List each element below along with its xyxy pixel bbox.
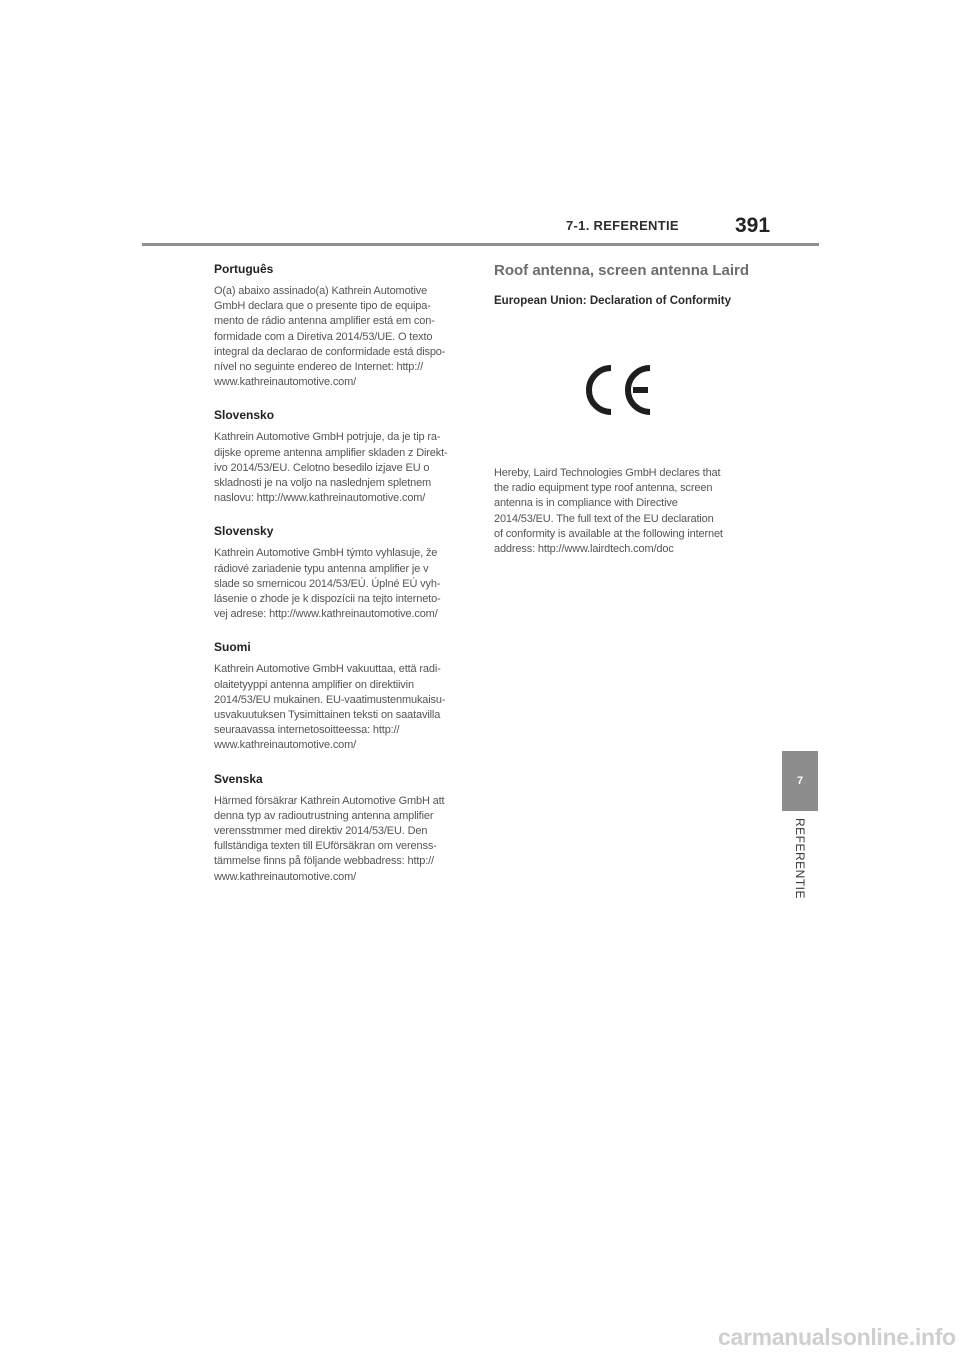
language-text: [214, 662, 468, 753]
text-line: verensstmmer med direktiv 2014/53/EU. Den: [214, 825, 428, 838]
text-line: mento de rádio antenna amplifier está em con-: [214, 315, 435, 328]
text-line: dijske opreme antenna amplifier skladen z Direkt-: [214, 446, 448, 459]
chapter-label: REFERENTIE: [793, 818, 807, 900]
language-block-suomi: [214, 640, 468, 753]
text-line: address: http://www.lairdtech.com/doc: [494, 543, 674, 556]
language-block-slovensko: [214, 408, 468, 506]
text-line: of conformity is available at the following internet: [494, 527, 723, 540]
text-line: tämmelse finns på följande webbadress: http://: [214, 855, 434, 868]
text-line: denna typ av radioutrustning antenna amplifier: [214, 809, 434, 822]
text-line: www.kathreinautomotive.com/: [214, 376, 357, 389]
watermark: carmanualsonline.info: [718, 1324, 956, 1350]
text-line: vej adrese: http://www.kathreinautomotive.com/: [214, 608, 438, 621]
section-header: 7-1. REFERENTIE: [566, 218, 679, 233]
right-column: [494, 262, 754, 557]
language-title: Slovensko: [214, 408, 275, 423]
language-text: [214, 546, 468, 622]
language-title: Português: [214, 262, 274, 276]
text-line: the radio equipment type roof antenna, screen: [494, 482, 713, 495]
text-line: Kathrein Automotive GmbH potrjuje, da je tip ra-: [214, 431, 441, 444]
language-text: [214, 430, 468, 506]
text-line: antenna is in compliance with Directive: [494, 497, 678, 510]
text-line: ivo 2014/53/EU. Celotno besedilo izjave EU o: [214, 461, 430, 474]
page-number: 391: [735, 214, 771, 237]
text-line: rádiové zariadenie typu antenna amplifier je v: [214, 562, 429, 575]
text-line: seuraavassa internetosoitteessa: http://: [214, 724, 400, 737]
conformity-statement: [494, 466, 754, 557]
language-text: [214, 284, 468, 390]
text-line: Kathrein Automotive GmbH vakuuttaa, että radi-: [214, 663, 441, 676]
text-line: skladnosti je na voljo na naslednjem spletnem: [214, 477, 432, 490]
subsection-title: European Union: Declaration of Conformity: [494, 295, 732, 307]
text-line: formidade com a Diretiva 2014/53/UE. O texto: [214, 330, 433, 343]
text-line: Hereby, Laird Technologies GmbH declares that: [494, 467, 721, 479]
text-line: lásenie o zhode je k dispozícii na tejto interneto-: [214, 593, 441, 606]
language-block-portugues: [214, 262, 468, 390]
text-line: naslovu: http://www.kathreinautomotive.com/: [214, 492, 426, 505]
text-line: www.kathreinautomotive.com/: [214, 739, 357, 752]
language-text: [214, 794, 468, 885]
text-line: olaitetyyppi antenna amplifier on direktiivin: [214, 678, 414, 691]
text-line: nível no seguinte endereo de Internet: http://: [214, 361, 423, 374]
language-title: Svenska: [214, 771, 263, 786]
left-column: [214, 262, 468, 903]
text-line: www.kathreinautomotive.com/: [214, 870, 357, 883]
text-line: GmbH declara que o presente tipo de equipa-: [214, 300, 431, 313]
text-line: integral da declarao de conformidade está dispo-: [214, 345, 446, 358]
language-title: Suomi: [214, 640, 251, 655]
text-line: O(a) abaixo assinado(a) Kathrein Automotive: [214, 285, 428, 297]
language-block-svenska: [214, 772, 468, 885]
text-line: 2014/53/EU. The full text of the EU declaration: [494, 512, 714, 525]
ce-mark-icon: [584, 364, 654, 416]
text-line: usvakuutuksen Tysimittainen teksti on saatavilla: [214, 709, 441, 722]
text-line: 2014/53/EU mukainen. EU-vaatimustenmukaisu-: [214, 693, 446, 706]
text-line: fullständiga texten till EUförsäkran om verenss-: [214, 840, 437, 853]
section-title: Roof antenna, screen antenna Laird: [494, 262, 750, 279]
text-line: Härmed försäkrar Kathrein Automotive GmbH att: [214, 794, 445, 807]
header-divider: [142, 243, 819, 246]
language-title: Slovensky: [214, 524, 274, 539]
chapter-tab[interactable]: 7: [782, 751, 818, 811]
text-line: slade so smernicou 2014/53/EÚ. Úplné EÚ vyh-: [214, 577, 441, 590]
language-block-slovensky: [214, 524, 468, 622]
text-line: Kathrein Automotive GmbH týmto vyhlasuje, že: [214, 547, 438, 560]
